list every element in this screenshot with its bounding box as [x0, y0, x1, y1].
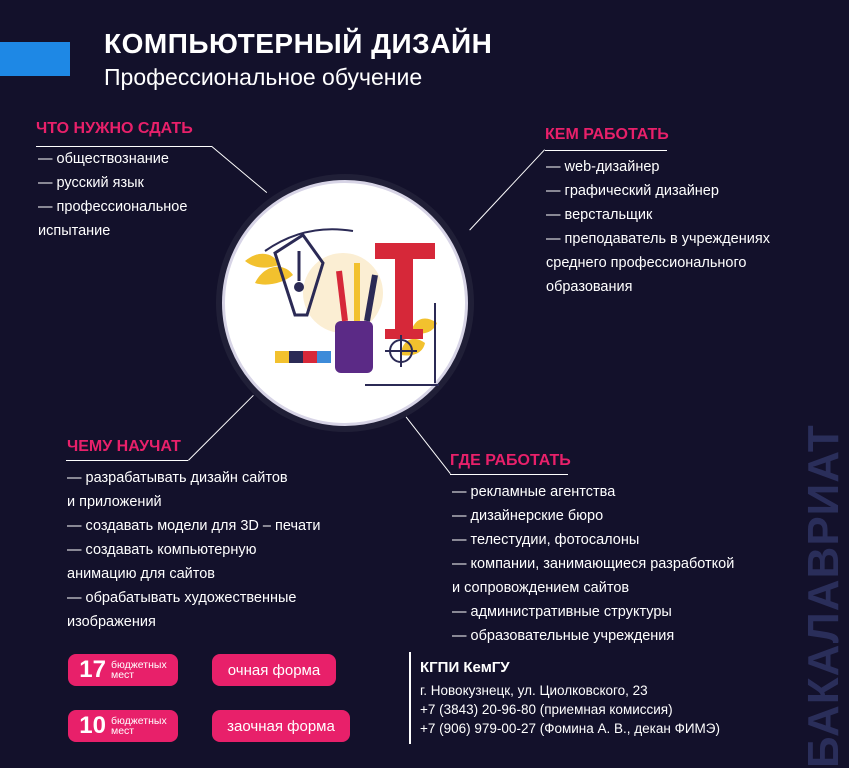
list-item: и сопровождением сайтов	[452, 580, 630, 596]
list-item: анимацию для сайтов	[67, 566, 215, 582]
connector-workplaces-diagonal	[406, 417, 451, 474]
list-item: — web-дизайнер	[546, 159, 660, 175]
list-item: — верстальщик	[546, 207, 653, 223]
list-item: — преподаватель в учреждениях	[546, 231, 770, 247]
budget-label: мест	[110, 669, 135, 681]
workplaces-list	[452, 480, 734, 648]
connector-workplaces	[450, 474, 568, 475]
list-item: и приложений	[67, 494, 162, 510]
section-title-skills: ЧЕМУ НАУЧАТ	[67, 438, 181, 455]
list-item: — создавать компьютерную	[67, 542, 257, 558]
illustration-circle	[222, 180, 468, 426]
list-item: образования	[546, 279, 633, 295]
list-item: — русский язык	[38, 175, 144, 191]
list-item: — дизайнерские бюро	[452, 508, 604, 524]
form-badge-parttime	[212, 710, 350, 742]
section-title-workplaces: ГДЕ РАБОТАТЬ	[450, 452, 571, 469]
section-title-careers: КЕМ РАБОТАТЬ	[545, 126, 669, 143]
contact-divider	[409, 652, 411, 744]
budget-count: 17	[79, 656, 106, 683]
design-illustration	[225, 183, 465, 423]
budget-badge-parttime	[68, 710, 178, 742]
list-item: — компании, занимающиеся разработкой	[452, 556, 735, 572]
contact-phone-admissions: +7 (3843) 20-96-80 (приемная комиссия)	[420, 702, 673, 717]
list-item: — рекламные агентства	[452, 484, 616, 500]
color-swatch-icon	[275, 351, 331, 363]
list-item: — обрабатывать художественные	[67, 590, 297, 606]
list-item: — профессиональное	[38, 199, 188, 215]
list-item: среднего профессионального	[546, 255, 747, 271]
form-badge-fulltime	[212, 654, 336, 686]
list-item: — разрабатывать дизайн сайтов	[67, 470, 288, 486]
exams-list	[38, 147, 187, 243]
list-item: — графический дизайнер	[546, 183, 719, 199]
vertical-degree-label: БАКАЛАВРИАТ	[799, 424, 848, 768]
section-title-exams: ЧТО НУЖНО СДАТЬ	[36, 120, 193, 137]
list-item: испытание	[38, 223, 111, 239]
connector-careers-diagonal	[469, 149, 545, 230]
list-item: — образовательные учреждения	[452, 628, 675, 644]
list-item: — административные структуры	[452, 604, 672, 620]
page-title: КОМПЬЮТЕРНЫЙ ДИЗАЙН	[104, 28, 493, 59]
skills-list	[67, 466, 321, 634]
list-item: — обществознание	[38, 151, 169, 167]
list-item: — создавать модели для 3D – печати	[67, 518, 321, 534]
budget-badge-fulltime	[68, 654, 178, 686]
page-subtitle: Профессиональное обучение	[104, 64, 423, 90]
connector-skills	[66, 460, 188, 461]
vertical-degree-label-wrap	[755, 424, 848, 768]
connector-careers	[545, 150, 667, 151]
contact-phone-dean: +7 (906) 979-00-27 (Фомина А. В., декан ФИМЭ)	[420, 721, 720, 736]
contact-org: КГПИ КемГУ	[420, 659, 510, 676]
list-item: — телестудии, фотосалоны	[452, 532, 640, 548]
list-item: изображения	[67, 614, 156, 630]
budget-label: мест	[110, 725, 135, 737]
study-form-label: очная форма	[227, 661, 321, 679]
budget-count: 10	[79, 712, 106, 739]
study-form-label: заочная форма	[227, 717, 335, 735]
contact-address: г. Новокузнецк, ул. Циолковского, 23	[420, 683, 648, 698]
budget-label: бюджетных	[110, 659, 167, 671]
accent-bar	[0, 42, 70, 76]
budget-label: бюджетных	[110, 715, 167, 727]
careers-list	[546, 155, 770, 299]
